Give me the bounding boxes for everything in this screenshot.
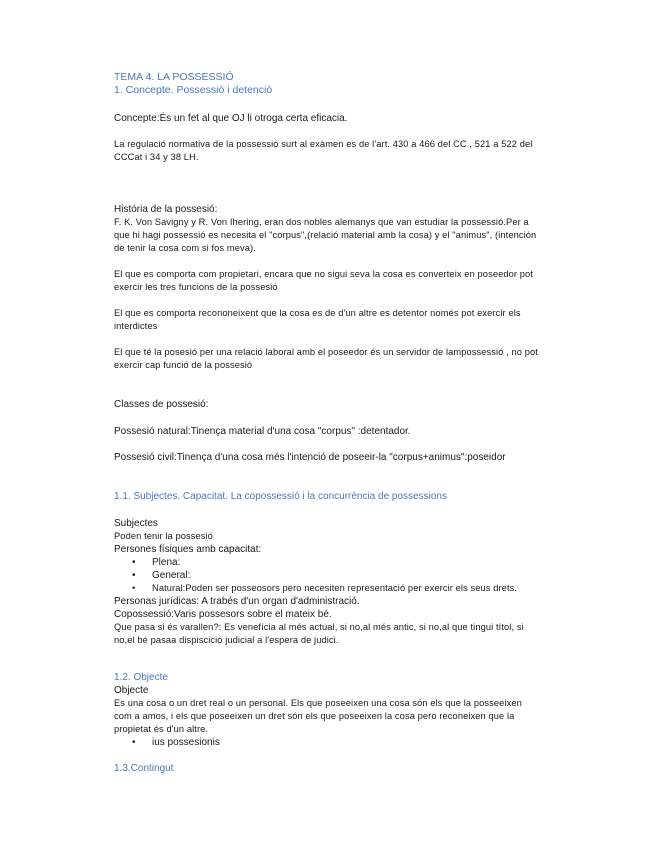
regulacio-paragraph: La regulació normativa de la possessió surt al exàmen es de l'art. 430 a 466 del CC , 521 a 522 del CCCat i 34 y 38 LH. xyxy=(114,139,533,162)
detentor-paragraph: El que es comporta recononeixent que la cosa es de d'un altre es detentor només pot exercir els interdictes xyxy=(114,308,521,331)
list-item: • Plena: xyxy=(114,556,539,569)
possesio-civil-paragraph: Possesió civil:Tinença d'una cosa més l'intenció de poseeir-la "corpus+animus":poseidor xyxy=(114,452,506,463)
objecte-paragraph: Es una cosa o un dret real o un personal. Els que poseeixen una cosa són els que la posseeixen com a amos, i els que poseeixen un dret són els que poseeixen la cosa pero reconeixen que la propietat és d'un altre. xyxy=(114,698,522,734)
historia-heading: História de la possesió: xyxy=(114,204,218,215)
objecte-heading: Objecte xyxy=(114,685,149,696)
persones-fisiques-line: Persones físiques amb capacitat: xyxy=(114,544,262,555)
section-heading-1: 1. Concepte. Possessió i detenció xyxy=(114,84,273,96)
varallen-paragraph: Que pasa si és varallen?: Es venefícia al més actual, si no,al més antic, si no,al que tingui títol, si no,el bé pasaa dispiscició judicial a l'espera de judici. xyxy=(114,622,524,645)
document-title: TEMA 4. LA POSSESSIÓ xyxy=(114,71,234,83)
classes-heading: Classes de possesió: xyxy=(114,399,209,410)
section-heading-1-3: 1.3.Contingut xyxy=(114,763,174,774)
comporta-propietari-paragraph: El que es comporta com propietari, encara que no sigui seva la cosa es converteix en poseedor pot exercir les tres funcions de la possesió xyxy=(114,269,533,292)
list-item: • Natural:Poden ser posseosors pero necesiten representació per exercir els seus drets. xyxy=(114,582,539,595)
list-item: • ius possesionis xyxy=(114,736,539,749)
objecte-block xyxy=(114,684,539,749)
fisiques-bullet-list xyxy=(114,556,539,595)
subjectes-heading: Subjectes xyxy=(114,518,158,529)
personas-juridicas-line: Personas jurídicas: A trabés d'un organ d'administració. xyxy=(114,596,360,607)
subjectes-block xyxy=(114,517,539,647)
concepte-paragraph: Concepte:És un fet al que OJ li otroga certa eficacia. xyxy=(114,113,348,124)
copossessio-line: Copossessió:Varis possesors sobre el mateix bé. xyxy=(114,609,332,620)
list-item: • General: xyxy=(114,569,539,582)
objecte-bullet-list xyxy=(114,736,539,749)
poden-tenir-line: Poden tenir la possesió xyxy=(114,531,213,541)
possesio-natural-paragraph: Possesió natural:Tinença material d'una cosa "corpus" :detentador. xyxy=(114,426,411,437)
servidor-paragraph: El que té la posesió per una relació laboral amb el poseedor és un servidor de lampossessió , no pot exercir cap funció de la possesió xyxy=(114,347,538,370)
section-heading-1-2: 1.2. Objecte xyxy=(114,672,168,683)
section-heading-1-1: 1.1. Subjectes. Capacitat. La copossessió i la concurrència de possessions xyxy=(114,491,447,502)
historia-paragraph: F. K. Von Savigny y R. Von Ihering, eran dos nobles alemanys que van estudiar la possessió.Per a que hi hagi possessió es necesita el "corpus",(relació material amb la cosa) y el "animus", (intención de tenir la cosa com si fos meva). xyxy=(114,217,537,253)
